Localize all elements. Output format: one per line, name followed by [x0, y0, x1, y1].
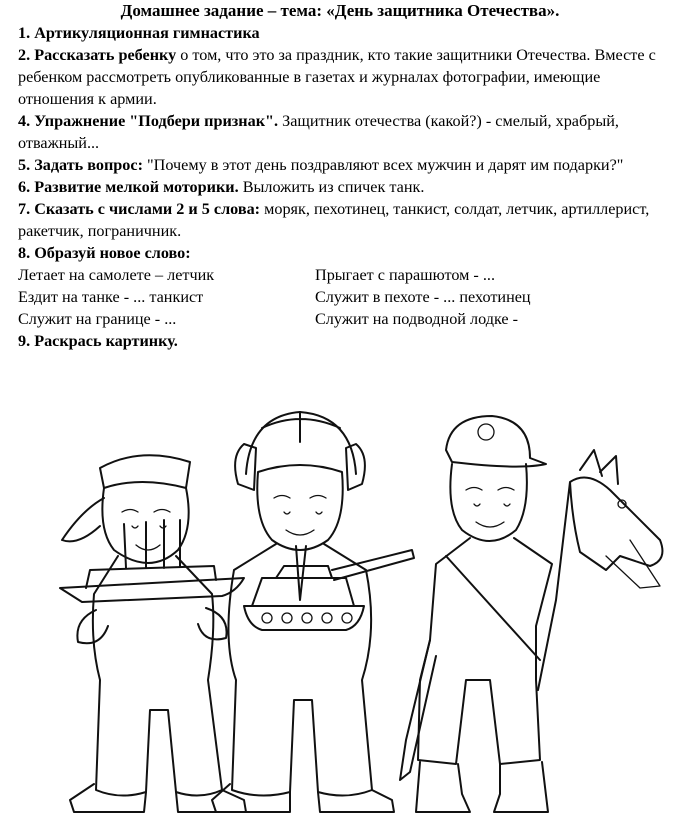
coloring-picture — [0, 380, 680, 837]
coloring-picture-drawing — [0, 380, 680, 837]
page-title: Домашнее задание – тема: «День защитника Отечества». — [120, 1, 560, 20]
task-text: моряк, пехотинец, танкист, солдат, летчик, артиллерист, ракетчик, пограничник. — [18, 200, 650, 240]
word-pairs — [18, 264, 668, 330]
task-heading: 6. Развитие мелкой моторики. — [18, 178, 239, 196]
task-9 — [18, 330, 668, 352]
task-heading: 7. Сказать с числами 2 и 5 слова: — [18, 200, 261, 218]
task-8 — [18, 242, 668, 264]
task-heading: 5. Задать вопрос: — [18, 156, 143, 174]
task-4 — [18, 110, 668, 154]
task-heading: 2. Рассказать ребенку — [18, 46, 177, 64]
word-pair: Прыгает с парашютом - ... — [315, 266, 496, 284]
sailor-figure — [60, 455, 246, 812]
task-7 — [18, 198, 668, 242]
task-2 — [18, 44, 668, 110]
horse-rider-figure — [400, 416, 662, 812]
task-heading: 1. Артикуляционная гимнастика — [18, 24, 260, 42]
task-text: "Почему в этот день поздравляют всех мужчин и дарят им подарки?" — [142, 156, 624, 174]
task-5 — [18, 154, 668, 176]
task-heading: 8. Образуй новое слово: — [18, 244, 191, 262]
task-text: Защитник отечества (какой?) - смелый, храбрый, отважный... — [18, 112, 619, 152]
task-heading: 4. Упражнение "Подбери признак". — [18, 112, 279, 130]
task-6 — [18, 176, 668, 198]
task-text: о том, что это за праздник, кто такие защитники Отечества. Вместе с ребенком рассмотреть опубликованные в газетах и журналах фотографии, имеющие отношения к армии. — [18, 46, 656, 108]
task-list — [18, 22, 668, 352]
word-pair: Летает на самолете – летчик — [18, 266, 215, 284]
task-text: Выложить из спичек танк. — [238, 178, 425, 196]
task-heading: 9. Раскрась картинку. — [18, 332, 178, 350]
task-1 — [18, 22, 668, 44]
word-pair: Служит на границе - ... — [18, 310, 177, 328]
word-pair: Служит на подводной лодке - — [315, 310, 519, 328]
tanker-figure — [212, 412, 414, 812]
word-pair: Ездит на танке - ... танкист — [18, 288, 204, 306]
word-pair: Служит в пехоте - ... пехотинец — [315, 288, 531, 306]
